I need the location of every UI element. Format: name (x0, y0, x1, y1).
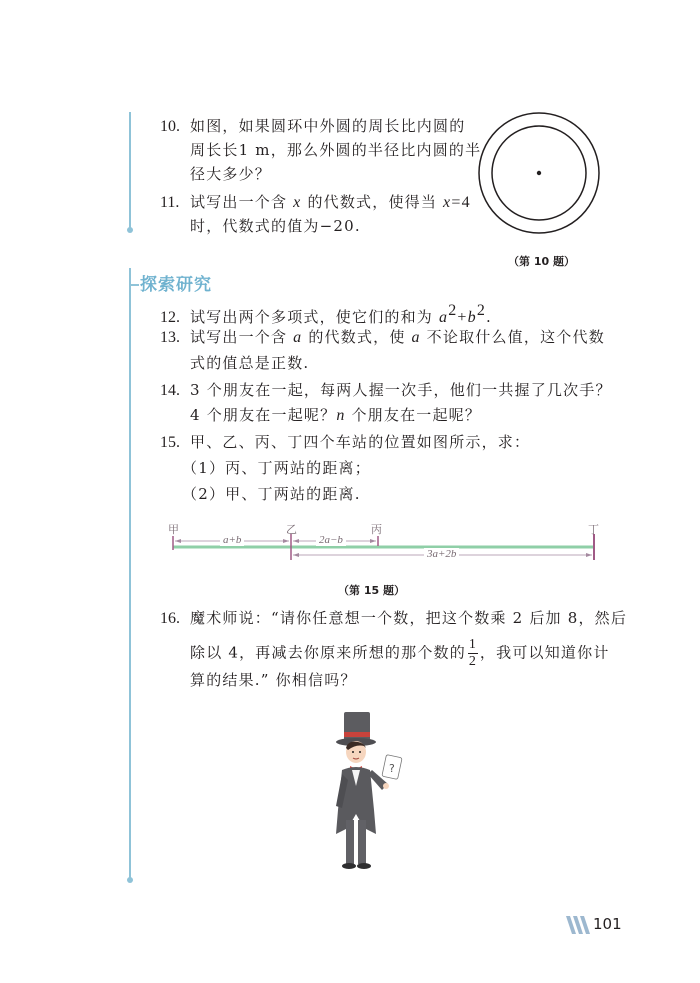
margin-accent-dot-top (127, 227, 133, 233)
page-number-stripes-icon (566, 916, 592, 934)
problem-15-line-1: 15. 甲、乙、丙、丁四个车站的位置如图所示，求： (160, 433, 531, 451)
margin-accent-line-top (129, 112, 131, 230)
segment-label-2a-minus-b: 2a−b (316, 534, 346, 546)
page-number: 101 (593, 915, 622, 933)
segment-label-a-plus-b: a+b (220, 534, 244, 546)
problem-13-line-1: 13. 试写出一个含 a 的代数式，使 a 不论取什么值，这个代数 (160, 328, 605, 346)
figure-10-concentric-circles (476, 110, 602, 236)
problem-11-line-1: 11. 试写出一个含 x 的代数式，使得当 x=4 (160, 193, 471, 211)
figure-15-caption: （第 15 题） (338, 584, 405, 597)
problem-14-line-1: 14. 3 个朋友在一起，每两人握一次手，他们一共握了几次手？ (160, 381, 612, 399)
figure-10-caption: （第 10 题） (508, 255, 575, 268)
problem-14-line-2: 4 个朋友在一起呢？n 个朋友在一起呢？ (190, 406, 482, 424)
problem-13-line-2: 式的值总是正数. (190, 354, 310, 372)
figure-15-lines (160, 530, 610, 570)
problem-16-line-1: 16. 魔术师说：“请你任意想一个数，把这个数乘 2 后加 8，然后 (160, 609, 628, 627)
problem-16-line-2: 除以 4，再减去你原来所想的那个数的 $\frac{1}{2}$ ，我可以知道你计 (190, 637, 610, 669)
segment-label-3a-plus-2b: 3a+2b (424, 548, 459, 560)
margin-accent-dot-bottom (127, 877, 133, 883)
problem-16-line-3: 算的结果.” 你相信吗？ (190, 671, 357, 689)
problem-10-line-2: 周长长1 m，那么外圆的半径比内圆的半 (190, 141, 482, 159)
fraction-one-half: $\frac{1}{2}$ (468, 637, 478, 669)
problem-15-sub-1: （1）丙、丁两站的距离； (182, 459, 371, 477)
station-label-yi: 乙 (286, 523, 297, 536)
station-label-bing: 丙 (371, 523, 382, 536)
problem-12: 12. 试写出两个多项式，使它们的和为 $a^2+b^2$. (160, 302, 492, 326)
station-label-ding: 丁 (588, 523, 599, 536)
margin-accent-line-section (129, 268, 131, 880)
problem-10-line-3: 径大多少？ (190, 165, 272, 183)
problem-10-line-1: 10. 如图，如果圆环中外圆的周长比内圆的 (160, 117, 466, 135)
magician-illustration (318, 710, 418, 872)
section-title-dash (129, 284, 139, 286)
svg-text:?: ? (389, 762, 395, 775)
problem-11-line-2: 时，代数式的值为−20. (190, 217, 361, 235)
section-title: 探索研究 (129, 270, 212, 295)
station-label-jia: 甲 (168, 523, 179, 536)
problem-15-sub-2: （2）甲、丁两站的距离. (182, 485, 361, 503)
